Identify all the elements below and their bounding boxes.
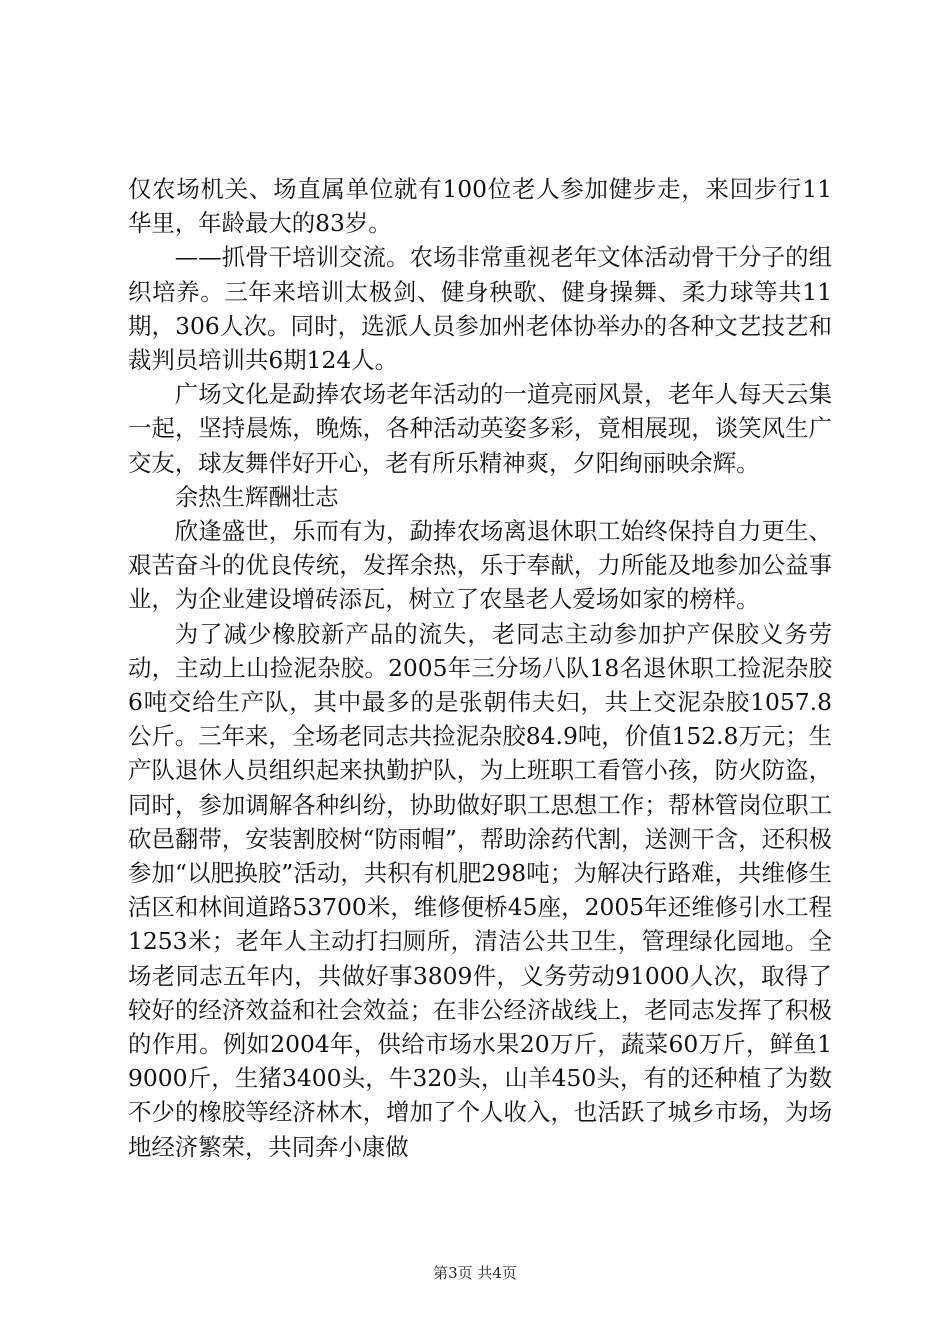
paragraph-square-culture: 广场文化是勐捧农场老年活动的一道亮丽风景，老年人每天云集一起，坚持晨炼，晚炼，各种活动英姿多彩，竟相展现，谈笑风生广交友，球友舞伴好开心，老有所乐精神爽，夕阳绚丽映余辉。 xyxy=(128,380,832,477)
paragraph-backbone-training: ——抓骨干培训交流。农场非常重视老年文体活动骨干分子的组织培养。三年来培训太极剑、健身秧歌、健身操舞、柔力球等共11期，306人次。同时，选派人员参加州老体协举办的各种文艺技艺和裁判员培训共6期124人。 xyxy=(128,243,832,375)
page-number-footer: 第3页 共4页 xyxy=(433,1264,517,1282)
section-heading: 余热生辉酬壮志 xyxy=(174,482,339,511)
document-body xyxy=(128,172,832,1164)
paragraph-contribution-intro: 欣逢盛世，乐而有为，勐捧农场离退休职工始终保持自力更生、艰苦奋斗的优良传统，发挥余热，乐于奉献，力所能及地参加公益事业，为企业建设增砖添瓦，树立了农垦老人爱场如家的榜样。 xyxy=(128,517,832,614)
paragraph-rubber-protection: 为了减少橡胶新产品的流失，老同志主动参加护产保胶义务劳动，主动上山捡泥杂胶。2005年三分场八队18名退休职工捡泥杂胶6吨交给生产队，其中最多的是张朝伟夫妇，共上交泥杂胶1057.8公斤。三年来，全场老同志共捡泥杂胶84.9吨，价值152.8万元；生产队退休人员组织起来执勤护队，为上班职工看管小孩，防火防盗，同时，参加调解各种纠纷，协助做好职工思想工作；帮林管岗位职工砍邑翻带，安装割胶树“防雨帽”，帮助涂药代割，送测干含，还积极参加“以肥换胶”活动，共积有机肥298吨；为解决行路难，共维修生活区和林间道路53700米，维修便桥45座，2005年还维修引水工程1253米；老年人主动打扫厕所，清洁公共卫生，管理绿化园地。全场老同志五年内，共做好事3809件，义务劳动91000人次，取得了较好的经济效益和社会效益；在非公经济战线上，老同志发挥了积极的作用。例如2004年，供给市场水果20万斤，蔬菜60万斤，鲜鱼19000斤，生猪3400头，牛320头，山羊450头，有的还种植了为数不少的橡胶等经济林木，增加了个人收入，也活跃了城乡市场，为场地经济繁荣，共同奔小康做 xyxy=(128,619,832,1161)
paragraph-walking-event: 仅农场机关、场直属单位就有100位老人参加健步走，来回步行11华里，年龄最大的83岁。 xyxy=(128,175,832,238)
